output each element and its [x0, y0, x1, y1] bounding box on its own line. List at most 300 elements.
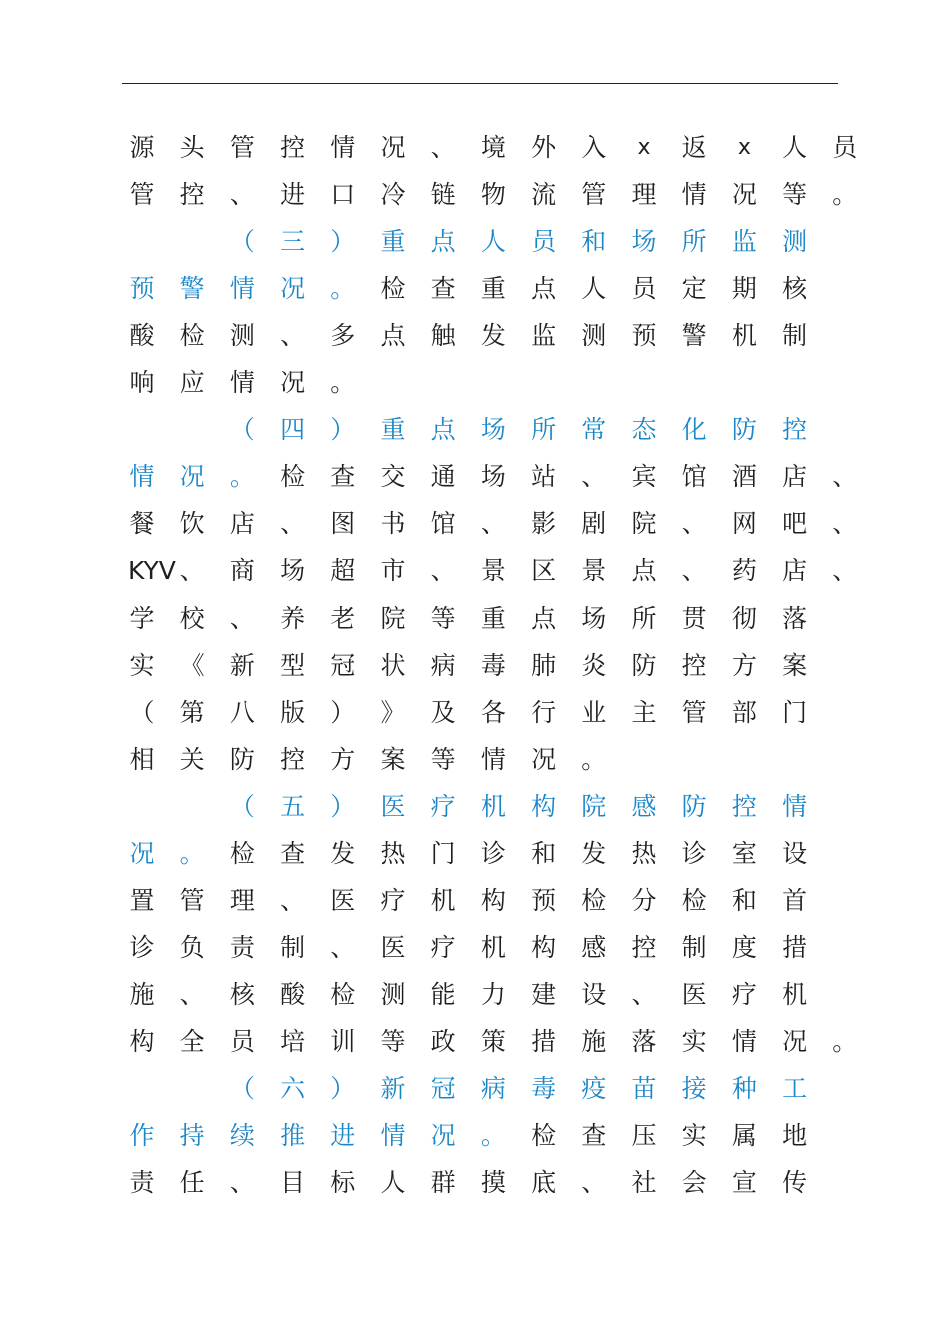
text-char: 常 [581, 415, 607, 445]
text-char: 控 [731, 791, 757, 821]
text-char: 能 [430, 979, 456, 1009]
text-char: 情 [380, 1121, 406, 1151]
text-line [0, 500, 950, 547]
text-char: 况 [430, 1121, 456, 1151]
text-char: 发 [330, 838, 356, 868]
text-line [0, 595, 950, 642]
text-char: 疗 [430, 791, 456, 821]
text-char: 案 [782, 650, 808, 680]
text-char: 情 [681, 180, 707, 210]
text-char: 化 [681, 415, 707, 445]
text-char: 况 [179, 462, 205, 492]
text-char: 所 [681, 227, 707, 257]
text-char: 、 [229, 603, 255, 633]
text-char: （ [229, 227, 255, 257]
text-char: 发 [581, 838, 607, 868]
text-char: 重 [380, 415, 406, 445]
text-char: 响 [129, 368, 155, 398]
text-char: 饮 [179, 509, 205, 539]
text-char: 作 [129, 1121, 155, 1151]
text-char: 网 [731, 509, 757, 539]
text-char: 防 [631, 650, 657, 680]
text-char: 力 [480, 979, 506, 1009]
text-char: 进 [280, 180, 306, 210]
text-char: 、 [179, 556, 205, 586]
text-char: ） [330, 697, 356, 727]
text-char: 机 [782, 979, 808, 1009]
text-line [0, 218, 950, 265]
text-char: 制 [681, 932, 707, 962]
text-char: 管 [229, 133, 255, 162]
text-char: 防 [229, 744, 255, 774]
text-char: 关 [179, 744, 205, 774]
text-char: 况 [280, 368, 306, 398]
text-char: 员 [531, 227, 557, 257]
text-char: 落 [631, 1026, 657, 1056]
text-char: 四 [280, 415, 306, 445]
text-char: 第 [179, 697, 205, 727]
text-char: 商 [229, 556, 255, 586]
text-char: 部 [731, 697, 757, 727]
text-char: 八 [229, 697, 255, 727]
text-line [0, 971, 950, 1018]
text-char: 等 [430, 744, 456, 774]
text-char: 链 [430, 180, 456, 210]
text-char: 机 [731, 321, 757, 351]
text-char: 测 [380, 979, 406, 1009]
text-char: 核 [782, 274, 808, 304]
text-char: 核 [229, 979, 255, 1009]
text-char: x [737, 135, 751, 160]
text-char: 况 [129, 838, 155, 868]
text-char: 查 [280, 838, 306, 868]
text-char: 酸 [129, 321, 155, 351]
text-char: 摸 [480, 1168, 506, 1198]
text-line [0, 1018, 950, 1065]
text-char: 构 [531, 932, 557, 962]
text-char: 重 [380, 227, 406, 257]
text-char: 疗 [430, 932, 456, 962]
text-char: 目 [280, 1168, 306, 1198]
text-char: 况 [731, 180, 757, 210]
text-char: 制 [782, 321, 808, 351]
text-char: 。 [179, 838, 205, 868]
text-char: 图 [330, 509, 356, 539]
text-char: 、 [581, 462, 607, 492]
text-char: 、 [832, 556, 858, 586]
text-char: 情 [229, 368, 255, 398]
text-char: 构 [129, 1026, 155, 1056]
text-char: 期 [731, 274, 757, 304]
text-char: （ [229, 415, 255, 445]
text-char: 店 [229, 509, 255, 539]
text-char: 控 [631, 932, 657, 962]
text-char: 、 [280, 321, 306, 351]
text-char: 重 [480, 603, 506, 633]
text-char: 测 [782, 227, 808, 257]
text-char: 全 [179, 1026, 205, 1056]
text-char: 、 [832, 509, 858, 539]
text-char: 查 [581, 1121, 607, 1151]
text-char: 、 [229, 180, 255, 210]
text-char: 头 [179, 133, 205, 162]
text-char: 况 [782, 1026, 808, 1056]
text-char: 情 [731, 1026, 757, 1056]
text-char: 人 [782, 133, 808, 162]
text-char: 毒 [531, 1074, 557, 1103]
text-char: 、 [631, 979, 657, 1009]
text-char: 。 [832, 180, 858, 210]
text-char: 接 [681, 1074, 707, 1103]
text-char: 等 [782, 180, 808, 210]
text-char: 情 [782, 791, 808, 821]
text-char: 。 [480, 1121, 506, 1151]
text-char: 理 [631, 180, 657, 210]
text-char: 社 [631, 1168, 657, 1198]
text-line [0, 924, 950, 971]
text-char: 、 [430, 556, 456, 586]
text-char: 地 [782, 1121, 808, 1151]
text-char: 校 [179, 603, 205, 633]
text-char: 诊 [480, 838, 506, 868]
text-char: 场 [480, 415, 506, 445]
text-char: 通 [430, 462, 456, 492]
text-char: 点 [531, 603, 557, 633]
text-line [0, 830, 950, 877]
text-char: 员 [832, 133, 858, 162]
text-char: 点 [380, 321, 406, 351]
text-char: 吧 [782, 509, 808, 539]
text-char: 方 [731, 650, 757, 680]
text-char: 炎 [581, 650, 607, 680]
text-char: 宣 [731, 1168, 757, 1198]
text-char: 建 [531, 979, 557, 1009]
text-char: 、 [229, 1168, 255, 1198]
text-char: 预 [631, 321, 657, 351]
text-char: 三 [280, 227, 306, 257]
text-char: 推 [280, 1121, 306, 1151]
text-char: 、 [430, 133, 456, 162]
text-char: 实 [681, 1026, 707, 1056]
text-char: 机 [430, 885, 456, 915]
text-char: 警 [179, 274, 205, 304]
text-char: 责 [129, 1168, 155, 1198]
text-char: 、 [581, 1168, 607, 1198]
text-char: 各 [480, 697, 506, 727]
text-char: 。 [330, 274, 356, 304]
text-char: 发 [480, 321, 506, 351]
text-char: 。 [229, 462, 255, 492]
text-char: 新 [229, 650, 255, 680]
text-char: 检 [330, 979, 356, 1009]
text-char: KYV [128, 556, 176, 586]
text-char: 设 [782, 838, 808, 868]
text-line [0, 783, 950, 830]
text-char: （ [129, 697, 155, 727]
text-char: 等 [430, 603, 456, 633]
text-char: 馆 [430, 509, 456, 539]
text-char: 控 [782, 415, 808, 445]
text-char: 机 [480, 791, 506, 821]
text-char: 防 [731, 415, 757, 445]
text-char: 管 [129, 180, 155, 210]
text-char: 冠 [330, 650, 356, 680]
text-char: 检 [179, 321, 205, 351]
text-char: 构 [480, 885, 506, 915]
text-char: 控 [681, 650, 707, 680]
text-char: 病 [430, 650, 456, 680]
text-char: 流 [531, 180, 557, 210]
text-char: 业 [581, 697, 607, 727]
text-line [0, 1159, 950, 1206]
text-char: 人 [581, 274, 607, 304]
text-char: 药 [731, 556, 757, 586]
text-char: 状 [380, 650, 406, 680]
text-char: 宾 [631, 462, 657, 492]
text-char: 持 [179, 1121, 205, 1151]
text-line [0, 1112, 950, 1159]
text-char: ） [330, 227, 356, 257]
text-char: 感 [631, 791, 657, 821]
text-char: 。 [581, 744, 607, 774]
text-char: 理 [229, 885, 255, 915]
text-char: 监 [731, 227, 757, 257]
text-char: 构 [531, 791, 557, 821]
text-char: 标 [330, 1168, 356, 1198]
text-char: 境 [480, 133, 506, 162]
text-char: 况 [531, 744, 557, 774]
text-char: 、 [681, 556, 707, 586]
text-char: 书 [380, 509, 406, 539]
text-line [0, 265, 950, 312]
text-char: 诊 [129, 932, 155, 962]
text-char: 管 [581, 180, 607, 210]
text-char: 施 [129, 979, 155, 1009]
text-char: 情 [229, 274, 255, 304]
text-char: 酸 [280, 979, 306, 1009]
text-char: 影 [531, 509, 557, 539]
text-line [0, 736, 950, 783]
text-char: 和 [531, 838, 557, 868]
text-char: 方 [330, 744, 356, 774]
text-char: 医 [380, 932, 406, 962]
text-char: 场 [581, 603, 607, 633]
text-char: 多 [330, 321, 356, 351]
text-char: 测 [229, 321, 255, 351]
text-char: 学 [129, 603, 155, 633]
text-char: 群 [430, 1168, 456, 1198]
text-char: 门 [782, 697, 808, 727]
text-line [0, 312, 950, 359]
text-char: ） [330, 415, 356, 445]
text-char: 查 [430, 274, 456, 304]
text-char: 分 [631, 885, 657, 915]
text-char: 触 [430, 321, 456, 351]
text-char: 所 [531, 415, 557, 445]
text-char: 酒 [731, 462, 757, 492]
text-char: 况 [280, 274, 306, 304]
text-char: 检 [280, 462, 306, 492]
text-char: 新 [380, 1074, 406, 1103]
text-char: 贯 [681, 603, 707, 633]
text-char: 设 [581, 979, 607, 1009]
text-char: 。 [330, 368, 356, 398]
text-char: 底 [531, 1168, 557, 1198]
text-char: 种 [731, 1074, 757, 1103]
text-char: 冠 [430, 1074, 456, 1103]
text-line [0, 359, 950, 406]
text-char: 老 [330, 603, 356, 633]
text-char: 定 [681, 274, 707, 304]
text-char: 检 [681, 885, 707, 915]
text-char: 。 [832, 1026, 858, 1056]
text-char: 相 [129, 744, 155, 774]
text-char: 超 [330, 556, 356, 586]
text-char: 预 [531, 885, 557, 915]
text-char: 剧 [581, 509, 607, 539]
text-char: 策 [480, 1026, 506, 1056]
text-char: 、 [480, 509, 506, 539]
text-char: 场 [280, 556, 306, 586]
text-char: 培 [280, 1026, 306, 1056]
text-char: 度 [731, 932, 757, 962]
text-char: 主 [631, 697, 657, 727]
text-line [0, 642, 950, 689]
text-char: 、 [280, 509, 306, 539]
text-char: 五 [280, 791, 306, 821]
text-char: 店 [782, 462, 808, 492]
text-char: x [637, 135, 651, 160]
text-char: （ [229, 791, 255, 821]
text-char: （ [229, 1074, 255, 1103]
text-char: ） [330, 1074, 356, 1103]
text-char: 警 [681, 321, 707, 351]
text-char: 医 [681, 979, 707, 1009]
text-char: 重 [480, 274, 506, 304]
text-line [0, 171, 950, 218]
text-char: 肺 [531, 650, 557, 680]
text-char: 措 [531, 1026, 557, 1056]
text-char: 管 [179, 885, 205, 915]
text-char: 态 [631, 415, 657, 445]
text-char: 等 [380, 1026, 406, 1056]
text-line [0, 877, 950, 924]
text-char: 任 [179, 1168, 205, 1198]
text-line [0, 1065, 950, 1112]
text-char: 返 [681, 133, 707, 162]
text-char: 员 [229, 1026, 255, 1056]
text-char: 机 [480, 932, 506, 962]
text-char: 进 [330, 1121, 356, 1151]
text-char: 制 [280, 932, 306, 962]
text-char: 景 [480, 556, 506, 586]
text-char: 毒 [480, 650, 506, 680]
text-char: 人 [480, 227, 506, 257]
text-char: 院 [581, 791, 607, 821]
text-char: 控 [280, 744, 306, 774]
text-char: 餐 [129, 509, 155, 539]
text-char: 诊 [681, 838, 707, 868]
text-char: 源 [129, 133, 155, 162]
text-char: 实 [681, 1121, 707, 1151]
text-char: 、 [280, 885, 306, 915]
text-char: 疗 [731, 979, 757, 1009]
text-char: 置 [129, 885, 155, 915]
text-char: 落 [782, 603, 808, 633]
text-char: 、 [330, 932, 356, 962]
text-char: 冷 [380, 180, 406, 210]
text-char: 所 [631, 603, 657, 633]
text-char: 和 [731, 885, 757, 915]
text-char: 训 [330, 1026, 356, 1056]
text-char: 场 [631, 227, 657, 257]
text-char: 负 [179, 932, 205, 962]
text-char: 政 [430, 1026, 456, 1056]
text-char: 、 [681, 509, 707, 539]
text-char: 传 [782, 1168, 808, 1198]
text-char: 型 [280, 650, 306, 680]
text-char: 入 [581, 133, 607, 162]
text-char: 疫 [581, 1074, 607, 1103]
text-char: 医 [380, 791, 406, 821]
text-char: 物 [480, 180, 506, 210]
text-char: 室 [731, 838, 757, 868]
text-char: 管 [681, 697, 707, 727]
text-char: 及 [430, 697, 456, 727]
text-char: 疗 [380, 885, 406, 915]
text-char: 养 [280, 603, 306, 633]
text-char: 控 [179, 180, 205, 210]
text-char: 首 [782, 885, 808, 915]
text-char: 场 [480, 462, 506, 492]
text-char: 市 [380, 556, 406, 586]
text-char: 六 [280, 1074, 306, 1103]
text-line [0, 453, 950, 500]
text-line [0, 406, 950, 453]
text-char: 店 [782, 556, 808, 586]
text-char: 工 [782, 1074, 808, 1103]
text-char: 苗 [631, 1074, 657, 1103]
text-char: 控 [280, 133, 306, 162]
text-char: 属 [731, 1121, 757, 1151]
text-line [0, 547, 950, 594]
text-char: 热 [631, 838, 657, 868]
text-char: 行 [531, 697, 557, 727]
text-char: 员 [631, 274, 657, 304]
text-char: 外 [531, 133, 557, 162]
text-char: 站 [531, 462, 557, 492]
text-char: 彻 [731, 603, 757, 633]
text-char: 检 [380, 274, 406, 304]
text-char: 点 [430, 227, 456, 257]
text-char: 续 [229, 1121, 255, 1151]
text-char: 应 [179, 368, 205, 398]
text-char: 措 [782, 932, 808, 962]
text-char: 情 [480, 744, 506, 774]
text-char: 情 [330, 133, 356, 162]
text-char: 点 [631, 556, 657, 586]
text-char: 、 [179, 979, 205, 1009]
text-char: 会 [681, 1168, 707, 1198]
text-char: 医 [330, 885, 356, 915]
text-char: 、 [832, 462, 858, 492]
text-char: 院 [380, 603, 406, 633]
text-char: 预 [129, 274, 155, 304]
text-char: 点 [531, 274, 557, 304]
text-char: 况 [380, 133, 406, 162]
text-char: 院 [631, 509, 657, 539]
text-char: 检 [531, 1121, 557, 1151]
